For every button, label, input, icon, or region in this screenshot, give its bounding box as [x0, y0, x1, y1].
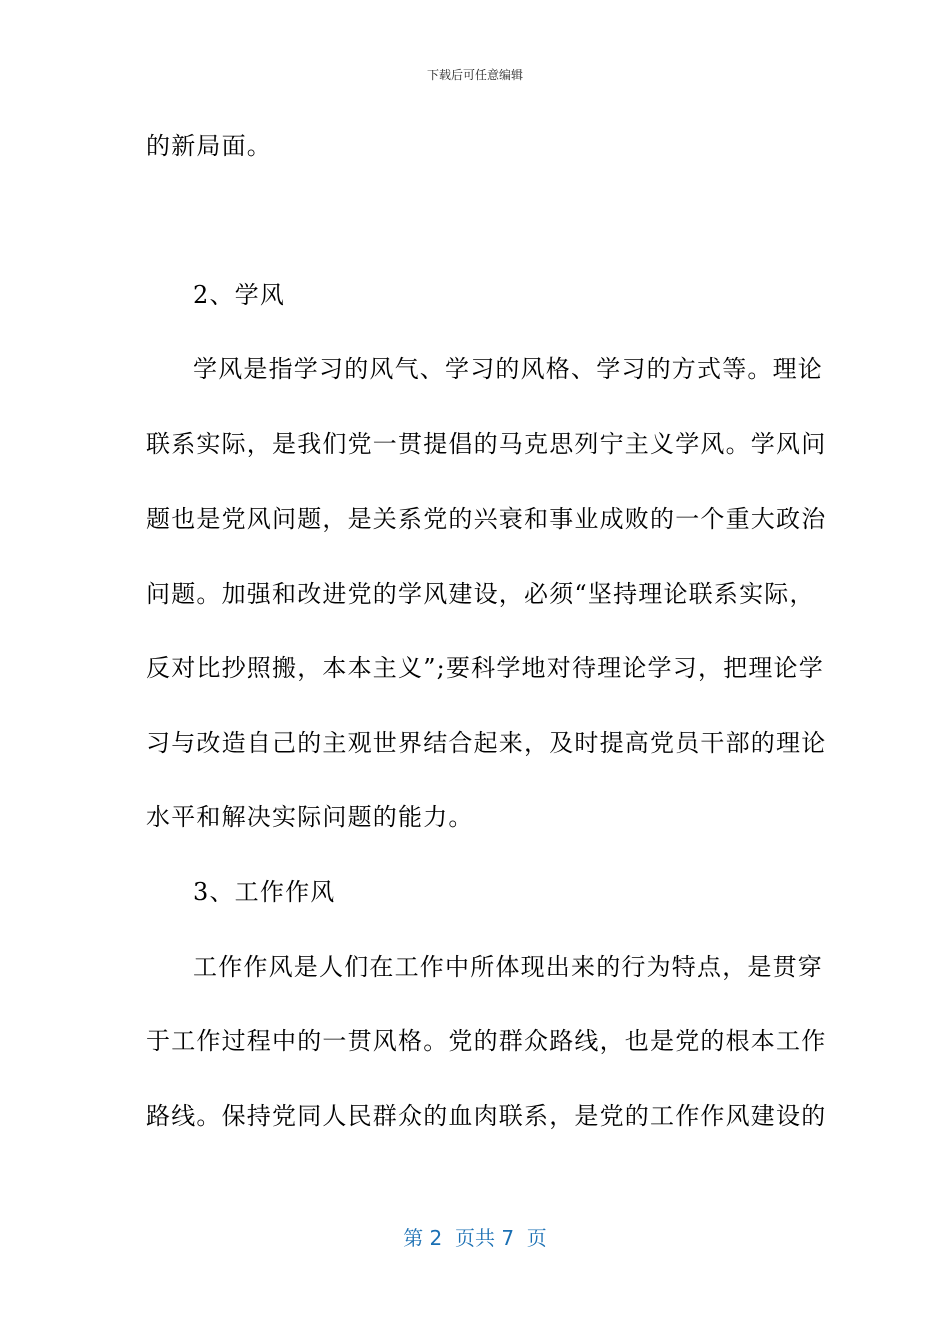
- body-line-5: 题也是党风问题，是关系党的兴衰和事业成败的一个重大政治: [146, 505, 827, 533]
- body-line-6: 问题。加强和改进党的学风建设，必须“坚持理论联系实际，: [146, 580, 815, 608]
- body-line-9: 水平和解决实际问题的能力。: [146, 803, 474, 831]
- section-heading-2: 2、学风: [193, 281, 286, 309]
- body-line-7: 反对比抄照搬，本本主义”;要科学地对待理论学习，把理论学: [146, 654, 824, 682]
- body-line-13: 路线。保持党同人民群众的血肉联系，是党的工作作风建设的: [146, 1102, 827, 1130]
- body-line-11: 工作作风是人们在工作中所体现出来的行为特点，是贯穿: [193, 953, 823, 981]
- body-line-4: 联系实际，是我们党一贯提倡的马克思列宁主义学风。学风问: [146, 430, 827, 458]
- body-line-3: 学风是指学习的风气、学习的风格、学习的方式等。理论: [193, 355, 823, 383]
- body-line-12: 于工作过程中的一贯风格。党的群众路线，也是党的根本工作: [146, 1027, 827, 1055]
- body-line-8: 习与改造自己的主观世界结合起来，及时提高党员干部的理论: [146, 729, 827, 757]
- section-heading-3: 3、工作作风: [193, 878, 336, 906]
- page-number-footer: 第 2 页共 7 页: [403, 1226, 547, 1250]
- body-line-1: 的新局面。: [146, 132, 272, 160]
- page-header: 下载后可任意编辑: [426, 68, 523, 82]
